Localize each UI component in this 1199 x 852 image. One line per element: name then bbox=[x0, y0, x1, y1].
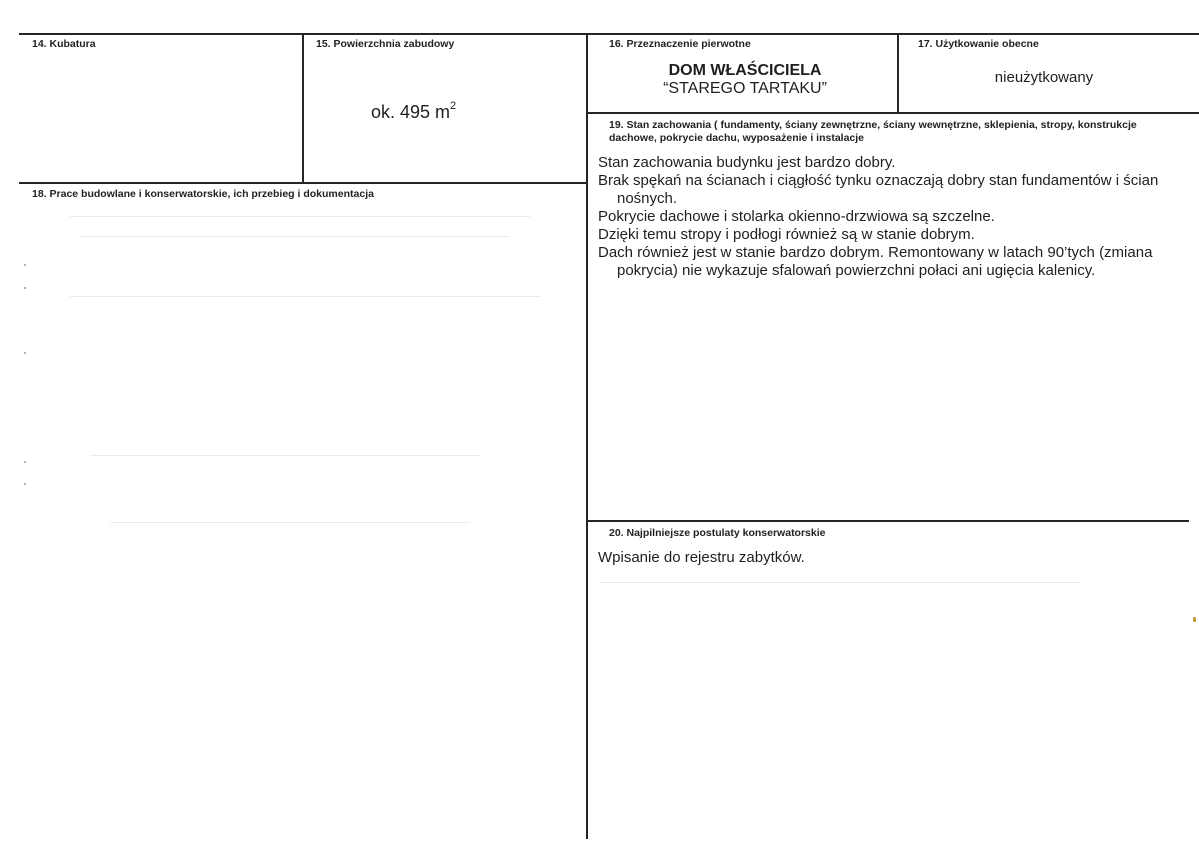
original-purpose-line2: “STAREGO TARTAKU” bbox=[663, 80, 827, 97]
field-14-label: 14. Kubatura bbox=[32, 38, 96, 50]
field-20-value: Wpisanie do rejestru zabytków. bbox=[598, 549, 805, 566]
field-17-value: nieużytkowany bbox=[994, 69, 1094, 86]
bleed-line bbox=[70, 216, 530, 217]
scan-speck bbox=[24, 483, 26, 485]
scan-speck bbox=[24, 287, 26, 289]
area-value-text: ok. 495 m bbox=[371, 102, 451, 122]
scan-speck bbox=[24, 461, 26, 463]
condition-paragraph: Stan zachowania budynku jest bardzo dobry. bbox=[598, 154, 896, 171]
scan-speck bbox=[1193, 617, 1196, 622]
main-vertical-divider bbox=[586, 33, 588, 839]
field-20-label: 20. Najpilniejsze postulaty konserwatorskie bbox=[609, 527, 826, 539]
scan-speck bbox=[24, 264, 26, 266]
field-19-label: 19. Stan zachowania ( fundamenty, ściany zewnętrzne, ściany wewnętrzne, sklepienia, stropy, konstrukcje dachowe, pokrycie dachu, wyposażenie i instalacje bbox=[609, 119, 1137, 144]
field-16-value bbox=[595, 61, 895, 98]
bleed-line bbox=[80, 236, 510, 237]
field-18-label: 18. Prace budowlane i konserwatorskie, ich przebieg i dokumentacja bbox=[32, 188, 374, 200]
condition-paragraph: Pokrycie dachowe i stolarka okienno-drzwiowa są szczelne. bbox=[598, 208, 995, 225]
field-19-text bbox=[598, 154, 1178, 280]
condition-paragraph: Brak spękań na ścianach i ciągłość tynku oznaczają dobry stan fundamentów i ścian nośnych. bbox=[598, 172, 1159, 207]
divider-19-20 bbox=[588, 520, 1189, 522]
bleed-line bbox=[70, 296, 540, 297]
condition-paragraph: Dzięki temu stropy i podłogi również są w stanie dobrym. bbox=[598, 226, 975, 243]
original-purpose-line1: DOM WŁAŚCICIELA bbox=[668, 62, 822, 79]
field-15-label: 15. Powierzchnia zabudowy bbox=[316, 38, 455, 50]
top-border-line bbox=[19, 33, 1199, 35]
divider-15-18 bbox=[19, 182, 588, 184]
field-16-label: 16. Przeznaczenie pierwotne bbox=[609, 38, 751, 50]
bleed-line bbox=[600, 582, 1080, 583]
condition-paragraph: Dach również jest w stanie bardzo dobrym. Remontowany w latach 90’tych (zmiana pokrycia) nie wykazuje sfalowań powierzchni połaci ani ugięcia kalenicy. bbox=[598, 244, 1153, 279]
bleed-line bbox=[90, 455, 480, 456]
scan-speck bbox=[24, 352, 26, 354]
bleed-line bbox=[110, 522, 470, 523]
divider-16-19 bbox=[588, 112, 1199, 114]
divider-14-15 bbox=[302, 33, 304, 183]
area-unit-superscript: 2 bbox=[450, 100, 457, 112]
field-17-label: 17. Użytkowanie obecne bbox=[918, 38, 1039, 50]
field-15-value bbox=[371, 99, 456, 121]
